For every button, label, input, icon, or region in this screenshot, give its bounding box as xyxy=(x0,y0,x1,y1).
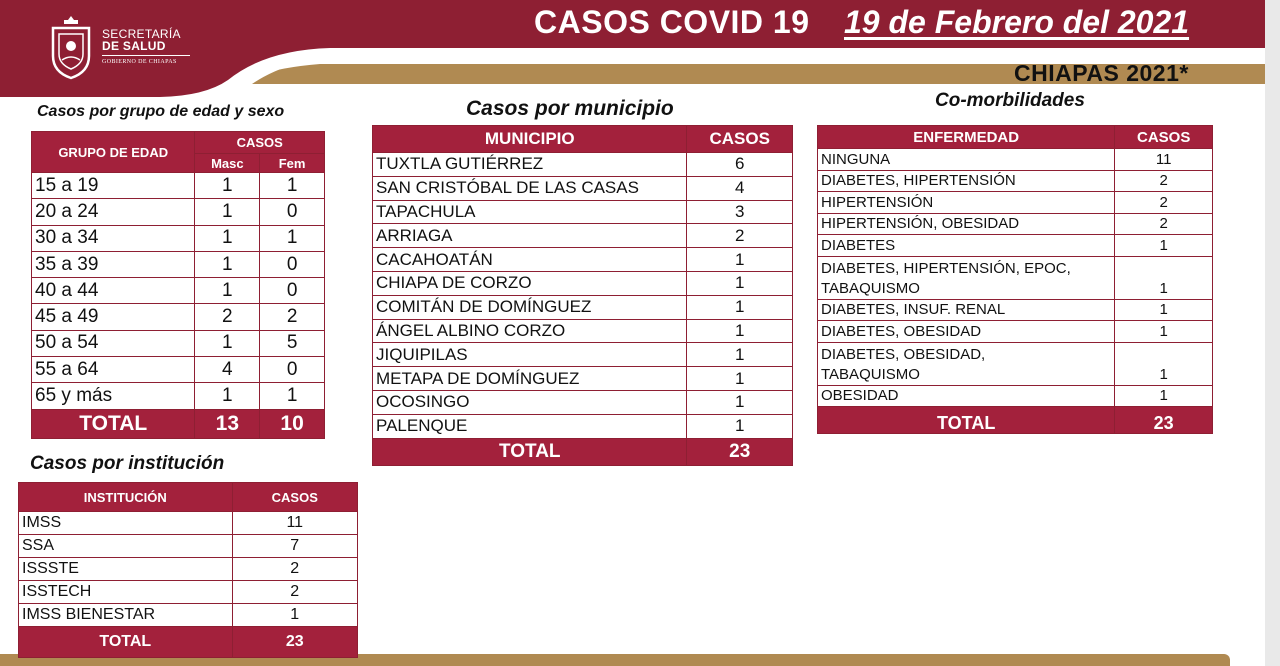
total-row xyxy=(32,409,325,438)
table-row xyxy=(818,213,1213,235)
masc-cell: 1 xyxy=(195,383,260,409)
table-row xyxy=(818,342,1213,385)
masc-cell: 1 xyxy=(195,278,260,304)
coat-of-arms-icon xyxy=(48,14,94,80)
municipio-cell: PALENQUE xyxy=(373,414,687,438)
table-row xyxy=(373,343,793,367)
casos-cell: 11 xyxy=(232,512,357,535)
table-row xyxy=(19,512,358,535)
fem-cell: 1 xyxy=(260,225,325,251)
municipio-cell: COMITÁN DE DOMÍNGUEZ xyxy=(373,295,687,319)
casos-cell: 1 xyxy=(687,367,793,391)
institucion-cell: ISSSTE xyxy=(19,558,233,581)
casos-cell: 1 xyxy=(687,343,793,367)
casos-cell: 1 xyxy=(687,271,793,295)
col-header-casos: CASOS xyxy=(232,483,357,512)
casos-cell: 2 xyxy=(232,581,357,604)
institucion-cell: SSA xyxy=(19,535,233,558)
table-row xyxy=(19,604,358,627)
table-row xyxy=(32,173,325,199)
enfermedad-cell: DIABETES, HIPERTENSIÓN, EPOC, TABAQUISMO xyxy=(818,256,1115,299)
enfermedad-cell: HIPERTENSIÓN, OBESIDAD xyxy=(818,213,1115,235)
total-casos: 23 xyxy=(1115,407,1213,434)
casos-cell: 1 xyxy=(687,248,793,272)
table-row xyxy=(32,199,325,225)
table-row xyxy=(32,304,325,330)
table-row xyxy=(19,581,358,604)
col-header-municipio: MUNICIPIO xyxy=(373,126,687,153)
casos-cell: 1 xyxy=(1115,256,1213,299)
logo-line-secretaria: SECRETARÍA xyxy=(102,27,181,41)
enfermedad-cell: DIABETES, HIPERTENSIÓN xyxy=(818,170,1115,192)
casos-cell: 6 xyxy=(687,153,793,177)
casos-cell: 1 xyxy=(687,390,793,414)
fem-cell: 0 xyxy=(260,278,325,304)
grupo-cell: 45 a 49 xyxy=(32,304,195,330)
table-row xyxy=(818,299,1213,321)
table-row xyxy=(32,251,325,277)
total-fem: 10 xyxy=(260,409,325,438)
masc-cell: 1 xyxy=(195,225,260,251)
fem-cell: 0 xyxy=(260,251,325,277)
logo-line-salud: DE SALUD xyxy=(102,39,166,53)
total-row xyxy=(818,407,1213,434)
page-date: 19 de Febrero del 2021 xyxy=(844,4,1190,40)
comorbilidades-table xyxy=(817,125,1213,434)
total-label: TOTAL xyxy=(818,407,1115,434)
logo-line-gobierno: GOBIERNO DE CHIAPAS xyxy=(102,59,177,65)
page-title: CASOS COVID 19 xyxy=(534,4,810,40)
grupo-cell: 55 a 64 xyxy=(32,357,195,383)
table-row xyxy=(373,200,793,224)
casos-cell: 2 xyxy=(687,224,793,248)
col-header-casos: CASOS xyxy=(195,132,325,154)
municipio-cell: ARRIAGA xyxy=(373,224,687,248)
casos-cell: 1 xyxy=(232,604,357,627)
total-casos: 23 xyxy=(687,438,793,465)
table-row xyxy=(373,367,793,391)
masc-cell: 2 xyxy=(195,304,260,330)
col-header-institucion: INSTITUCIÓN xyxy=(19,483,233,512)
enfermedad-cell: DIABETES, OBESIDAD xyxy=(818,321,1115,343)
col-header-grupo: GRUPO DE EDAD xyxy=(32,132,195,173)
edad-table xyxy=(31,131,325,439)
salud-logo xyxy=(48,14,198,80)
fem-cell: 0 xyxy=(260,199,325,225)
table-row xyxy=(818,256,1213,299)
region-label: CHIAPAS 2021* xyxy=(1014,60,1189,86)
table-row xyxy=(373,224,793,248)
municipio-table xyxy=(372,125,793,466)
total-row xyxy=(373,438,793,465)
casos-cell: 2 xyxy=(1115,170,1213,192)
table-row xyxy=(818,385,1213,407)
logo-divider xyxy=(102,55,190,56)
masc-cell: 1 xyxy=(195,330,260,356)
table-row xyxy=(19,535,358,558)
municipio-cell: SAN CRISTÓBAL DE LAS CASAS xyxy=(373,176,687,200)
municipio-cell: METAPA DE DOMÍNGUEZ xyxy=(373,367,687,391)
enfermedad-cell: DIABETES, INSUF. RENAL xyxy=(818,299,1115,321)
total-row xyxy=(19,627,358,658)
grupo-cell: 30 a 34 xyxy=(32,225,195,251)
total-label: TOTAL xyxy=(32,409,195,438)
municipio-cell: OCOSINGO xyxy=(373,390,687,414)
casos-cell: 1 xyxy=(687,414,793,438)
table-row xyxy=(373,319,793,343)
fem-cell: 1 xyxy=(260,383,325,409)
municipio-cell: ÁNGEL ALBINO CORZO xyxy=(373,319,687,343)
casos-cell: 2 xyxy=(232,558,357,581)
table-row xyxy=(373,295,793,319)
edad-section-title: Casos por grupo de edad y sexo xyxy=(37,103,285,120)
table-row xyxy=(32,357,325,383)
col-header-masc: Masc xyxy=(195,154,260,173)
col-header-casos: CASOS xyxy=(1115,126,1213,149)
masc-cell: 4 xyxy=(195,357,260,383)
masc-cell: 1 xyxy=(195,251,260,277)
fem-cell: 2 xyxy=(260,304,325,330)
grupo-cell: 65 y más xyxy=(32,383,195,409)
table-row xyxy=(818,149,1213,171)
fem-cell: 1 xyxy=(260,173,325,199)
grupo-cell: 40 a 44 xyxy=(32,278,195,304)
municipio-cell: CHIAPA DE CORZO xyxy=(373,271,687,295)
institucion-cell: IMSS BIENESTAR xyxy=(19,604,233,627)
municipio-cell: CACAHOATÁN xyxy=(373,248,687,272)
casos-cell: 1 xyxy=(1115,235,1213,257)
institucion-table xyxy=(18,482,358,658)
table-row xyxy=(32,278,325,304)
casos-cell: 1 xyxy=(1115,321,1213,343)
total-casos: 23 xyxy=(232,627,357,658)
table-row xyxy=(818,321,1213,343)
municipio-cell: TUXTLA GUTIÉRREZ xyxy=(373,153,687,177)
comorbilidades-section-title: Co-morbilidades xyxy=(935,90,1085,111)
masc-cell: 1 xyxy=(195,173,260,199)
total-label: TOTAL xyxy=(373,438,687,465)
grupo-cell: 20 a 24 xyxy=(32,199,195,225)
casos-cell: 1 xyxy=(1115,385,1213,407)
casos-cell: 1 xyxy=(687,319,793,343)
institucion-section-title: Casos por institución xyxy=(30,453,225,474)
table-row xyxy=(32,383,325,409)
casos-cell: 1 xyxy=(1115,342,1213,385)
municipio-cell: TAPACHULA xyxy=(373,200,687,224)
table-row xyxy=(373,176,793,200)
masc-cell: 1 xyxy=(195,199,260,225)
enfermedad-cell: DIABETES xyxy=(818,235,1115,257)
table-row xyxy=(19,558,358,581)
casos-cell: 3 xyxy=(687,200,793,224)
table-row xyxy=(818,170,1213,192)
grupo-cell: 50 a 54 xyxy=(32,330,195,356)
enfermedad-cell: OBESIDAD xyxy=(818,385,1115,407)
table-row xyxy=(32,330,325,356)
table-row xyxy=(32,225,325,251)
total-masc: 13 xyxy=(195,409,260,438)
col-header-casos: CASOS xyxy=(687,126,793,153)
table-row xyxy=(373,390,793,414)
grupo-cell: 35 a 39 xyxy=(32,251,195,277)
casos-cell: 1 xyxy=(687,295,793,319)
grupo-cell: 15 a 19 xyxy=(32,173,195,199)
enfermedad-cell: DIABETES, OBESIDAD, TABAQUISMO xyxy=(818,342,1115,385)
casos-cell: 1 xyxy=(1115,299,1213,321)
table-row xyxy=(818,192,1213,214)
table-row xyxy=(373,153,793,177)
enfermedad-cell: NINGUNA xyxy=(818,149,1115,171)
col-header-fem: Fem xyxy=(260,154,325,173)
municipio-section-title: Casos por municipio xyxy=(466,97,674,120)
table-row xyxy=(373,248,793,272)
table-row xyxy=(373,271,793,295)
institucion-cell: ISSTECH xyxy=(19,581,233,604)
institucion-cell: IMSS xyxy=(19,512,233,535)
table-row xyxy=(373,414,793,438)
enfermedad-cell: HIPERTENSIÓN xyxy=(818,192,1115,214)
casos-cell: 7 xyxy=(232,535,357,558)
table-row xyxy=(818,235,1213,257)
casos-cell: 11 xyxy=(1115,149,1213,171)
fem-cell: 0 xyxy=(260,357,325,383)
municipio-cell: JIQUIPILAS xyxy=(373,343,687,367)
casos-cell: 4 xyxy=(687,176,793,200)
fem-cell: 5 xyxy=(260,330,325,356)
total-label: TOTAL xyxy=(19,627,233,658)
col-header-enfermedad: ENFERMEDAD xyxy=(818,126,1115,149)
right-edge-strip xyxy=(1265,0,1280,666)
casos-cell: 2 xyxy=(1115,213,1213,235)
casos-cell: 2 xyxy=(1115,192,1213,214)
